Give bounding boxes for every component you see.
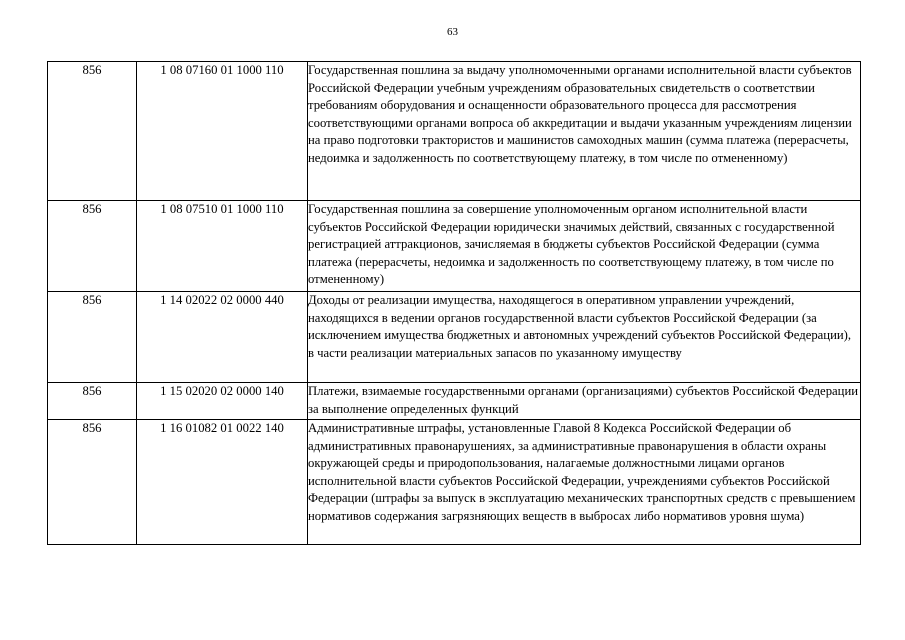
table-row xyxy=(48,420,861,545)
description-cell: Платежи, взимаемые государственными органами (организациями) субъектов Российской Федерации за выполнение определенных функций xyxy=(308,383,861,420)
table-row xyxy=(48,62,861,201)
description-cell: Государственная пошлина за выдачу уполномоченными органами исполнительной власти субъектов Российской Федерации учебным учреждениям образовательных свидетельств о соответствии требованиям оборудования и оснащенности образовательного процесса для рассмотрения соответствующими органами вопроса об аккредитации и выдачи указанным учреждениям лицензии на право подготовки трактористов и машинистов самоходных машин (сумма платежа (перерасчеты, недоимка и задолженность по соответствующему платежу, в том числе по отмененному) xyxy=(308,62,861,201)
budget-code-cell: 1 08 07160 01 1000 110 xyxy=(137,62,308,201)
description-cell: Административные штрафы, установленные Главой 8 Кодекса Российской Федерации об административных правонарушениях, за административные правонарушения в области охраны окружающей среды и природопользования, налагаемые должностными лицами органов исполнительной власти субъектов Российской Федерации, учреждениями субъектов Российской Федерации (штрафы за выпуск в эксплуатацию механических транспортных средств с превышением нормативов содержания загрязняющих веществ в выбросах либо нормативов уровня шума) xyxy=(308,420,861,545)
admin-code-cell: 856 xyxy=(48,62,137,201)
budget-code-cell: 1 08 07510 01 1000 110 xyxy=(137,201,308,292)
description-cell: Доходы от реализации имущества, находящегося в оперативном управлении учреждений, находящихся в ведении органов государственной власти субъектов Российской Федерации (за исключением имущества бюджетных и автономных учреждений субъектов Российской Федерации), в части реализации материальных запасов по указанному имуществу xyxy=(308,292,861,383)
description-cell: Государственная пошлина за совершение уполномоченным органом исполнительной власти субъектов Российской Федерации юридически значимых действий, связанных с государственной регистрацией аттракционов, зачисляемая в бюджеты субъектов Российской Федерации (сумма платежа (перерасчеты, недоимка и задолженность по соответствующему платежу, в том числе по отмененному) xyxy=(308,201,861,292)
page-number: 63 xyxy=(447,26,458,38)
admin-code-cell: 856 xyxy=(48,292,137,383)
budget-code-cell: 1 16 01082 01 0022 140 xyxy=(137,420,308,545)
budget-classification-table xyxy=(47,61,861,545)
table-row xyxy=(48,201,861,292)
budget-code-cell: 1 14 02022 02 0000 440 xyxy=(137,292,308,383)
admin-code-cell: 856 xyxy=(48,383,137,420)
table-row xyxy=(48,383,861,420)
admin-code-cell: 856 xyxy=(48,201,137,292)
budget-code-cell: 1 15 02020 02 0000 140 xyxy=(137,383,308,420)
table-row xyxy=(48,292,861,383)
admin-code-cell: 856 xyxy=(48,420,137,545)
